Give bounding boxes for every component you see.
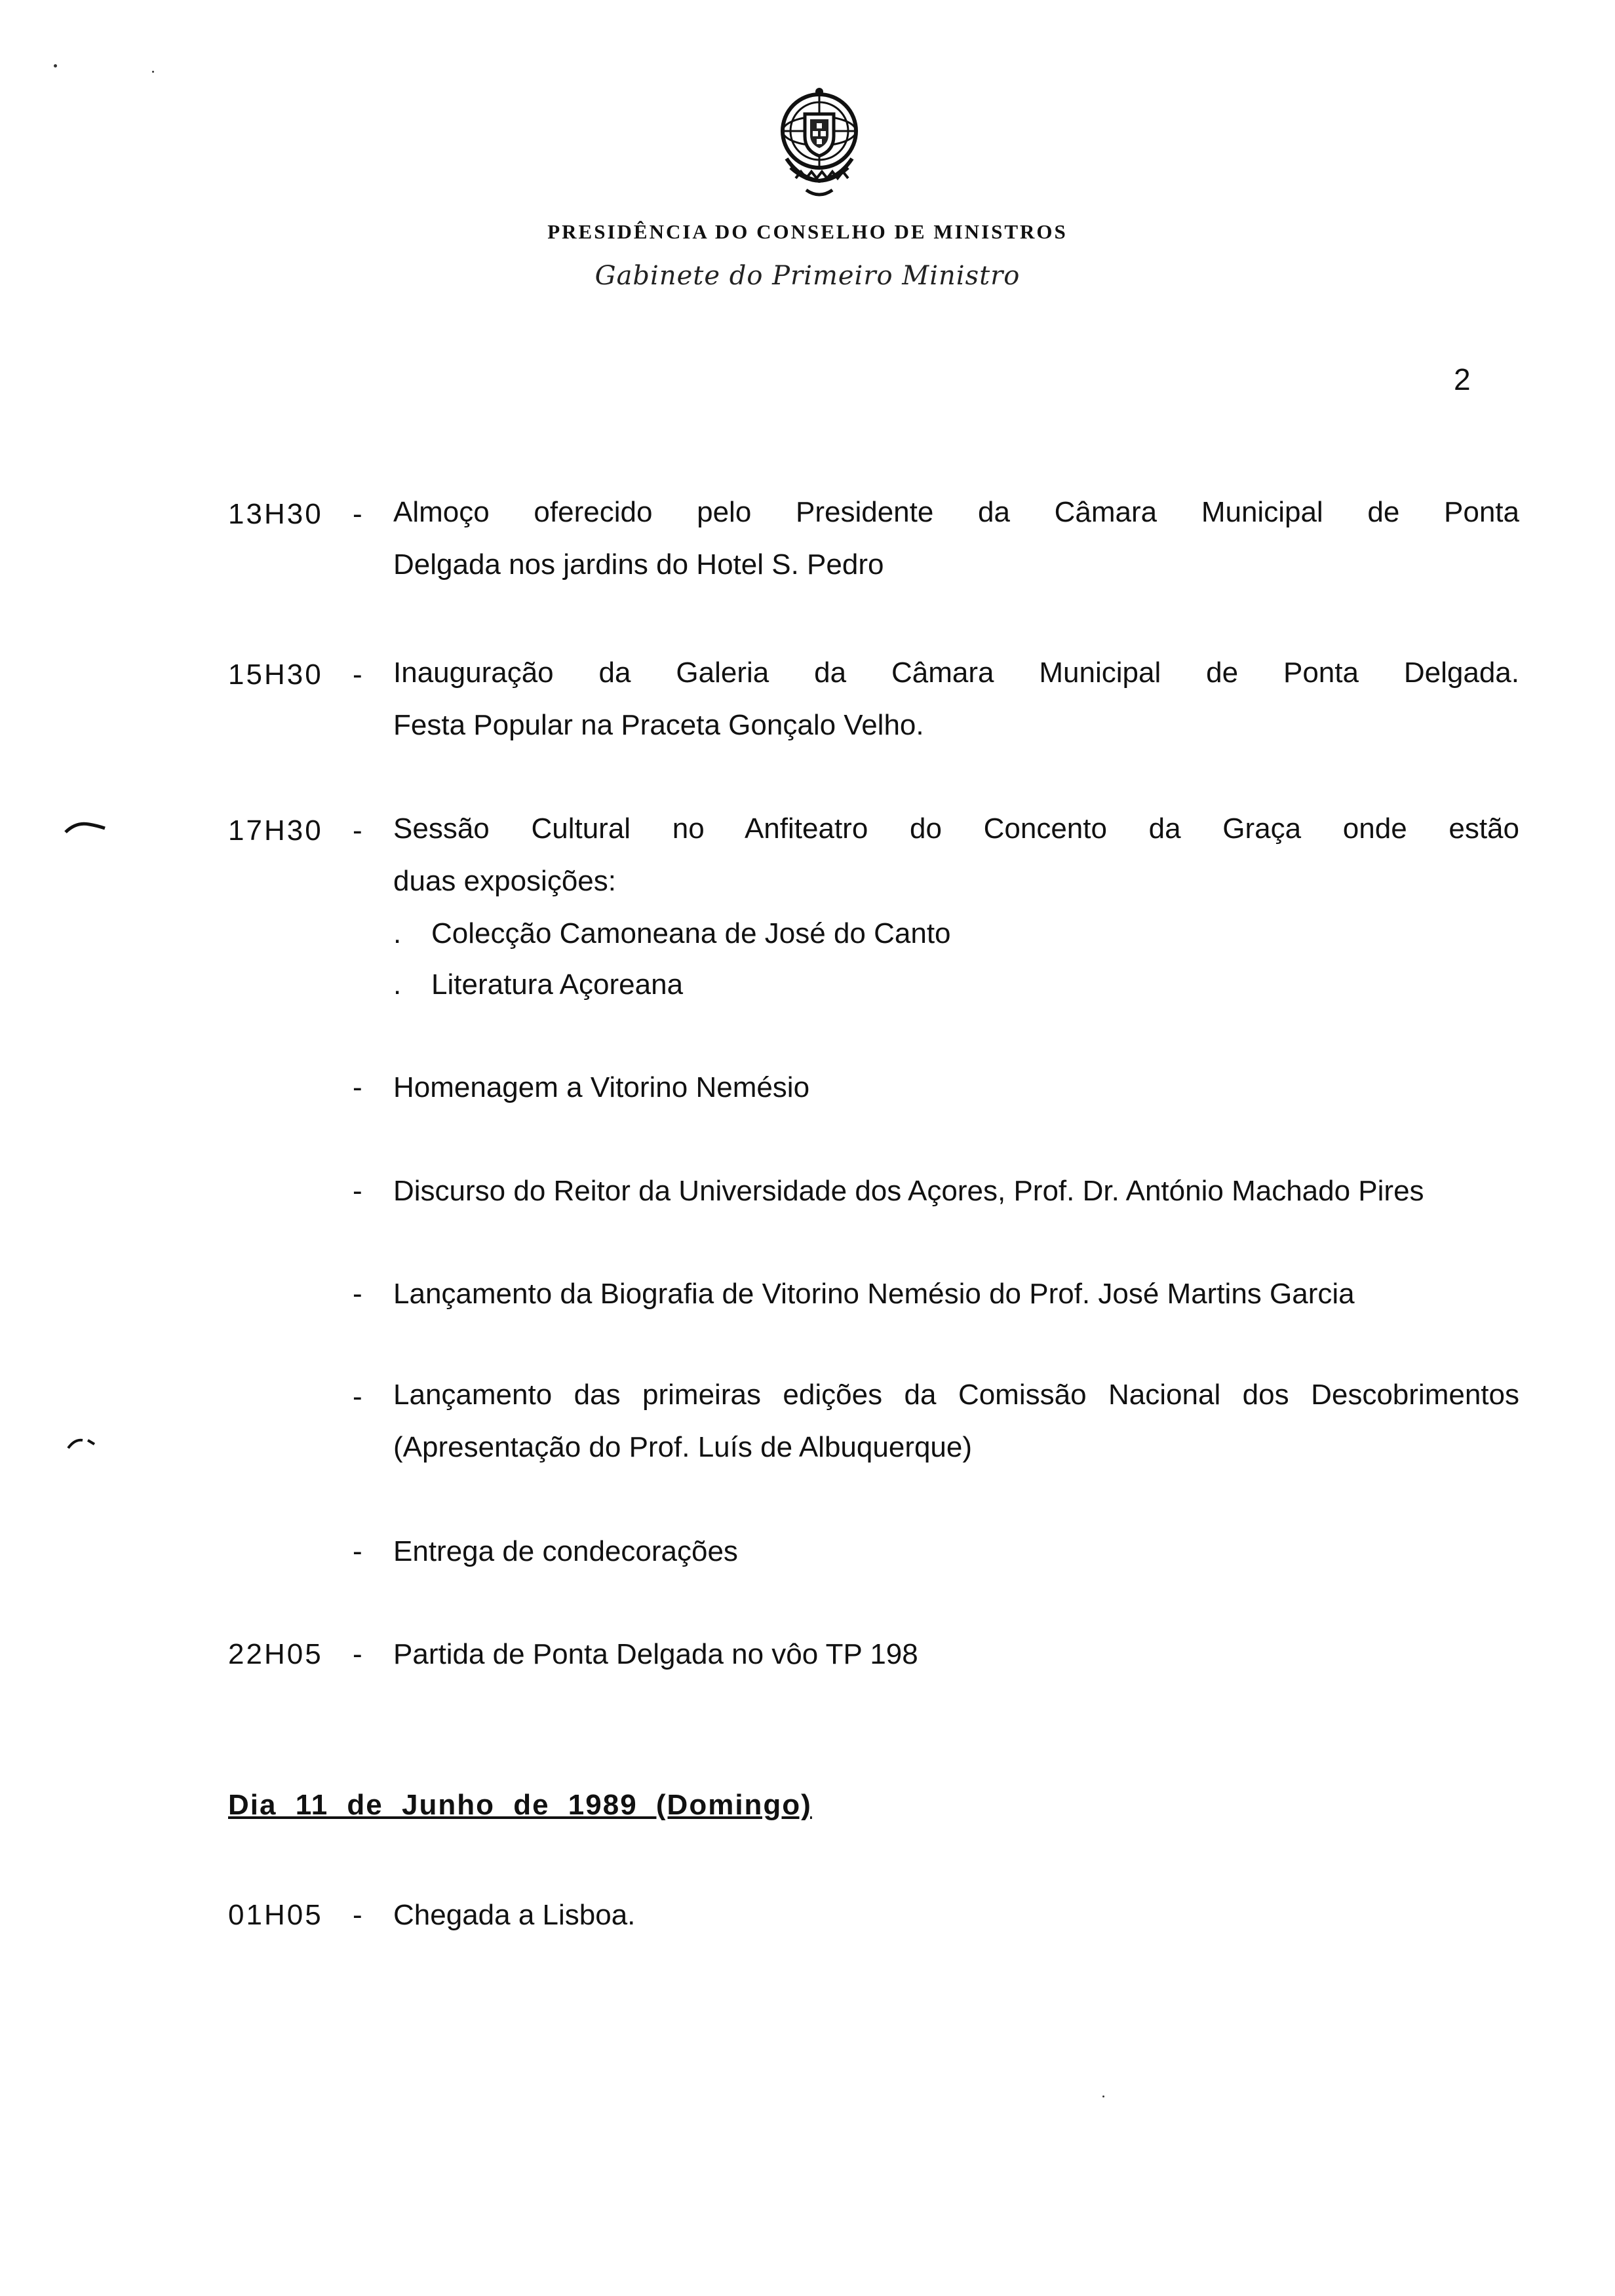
sub-event-text: Lançamento da Biografia de Vitorino Nemésio do Prof. José Martins Garcia [393,1278,1355,1310]
sub-event-dash: - [353,1278,362,1310]
sub-event-text: Discurso do Reitor da Universidade dos Açores, Prof. Dr. António Machado Pires [393,1175,1424,1207]
agenda-text-line2: duas exposições: [393,865,616,897]
exhibition-bullet: . [393,968,402,1001]
agenda-time: 17H30 [228,814,323,847]
exhibition-bullet: . [393,917,402,949]
agenda-time: 01H05 [228,1899,323,1931]
sub-event-dash: - [353,1175,362,1207]
coat-of-arms-icon [767,80,872,204]
agenda-time: 13H30 [228,498,323,530]
exhibition-text: Colecção Camoneana de José do Canto [431,917,951,949]
sub-event-dash: - [353,1535,362,1567]
sub-event-dash: - [353,1071,362,1103]
sub-event-dash: - [353,1381,362,1413]
organization-title: PRESIDÊNCIA DO CONSELHO DE MINISTROS [547,220,1068,243]
office-subtitle: Gabinete do Primeiro Ministro [594,261,1021,291]
agenda-text: Partida de Ponta Delgada no vôo TP 198 [393,1638,918,1670]
day-heading: Dia 11 de Junho de 1989 (Domingo) [228,1789,812,1821]
agenda-text: Chegada a Lisboa. [393,1899,636,1931]
agenda-time: 15H30 [228,659,323,691]
agenda-dash: - [353,498,362,530]
agenda-dash: - [353,1638,362,1670]
agenda-dash: - [353,814,362,847]
page-number: 2 [1454,362,1471,396]
agenda-text-line1: Sessão Cultural no Anfiteatro do Concento da Graça onde estão [393,813,1519,845]
agenda-text-line2: Delgada nos jardins do Hotel S. Pedro [393,548,884,581]
agenda-dash: - [353,659,362,691]
speck-icon [152,71,154,73]
agenda-text-line1: Almoço oferecido pelo Presidente da Câmara Municipal de Ponta [393,496,1519,528]
speck-icon [1102,2095,1104,2097]
margin-mark-icon [66,1435,105,1451]
agenda-text-line1: Inauguração da Galeria da Câmara Municipal de Ponta Delgada. [393,657,1519,689]
sub-event-text: Homenagem a Vitorino Nemésio [393,1071,810,1103]
agenda-text-line2: Festa Popular na Praceta Gonçalo Velho. [393,709,924,741]
agenda-time: 22H05 [228,1638,323,1670]
margin-mark-icon [63,819,109,835]
exhibition-text: Literatura Açoreana [431,968,684,1001]
speck-icon [54,64,57,67]
agenda-dash: - [353,1899,362,1931]
sub-event-text: Entrega de condecorações [393,1535,738,1567]
sub-event-text-line1: Lançamento das primeiras edições da Comissão Nacional dos Descobrimentos [393,1379,1519,1411]
sub-event-text-line2: (Apresentação do Prof. Luís de Albuquerque) [393,1431,973,1463]
